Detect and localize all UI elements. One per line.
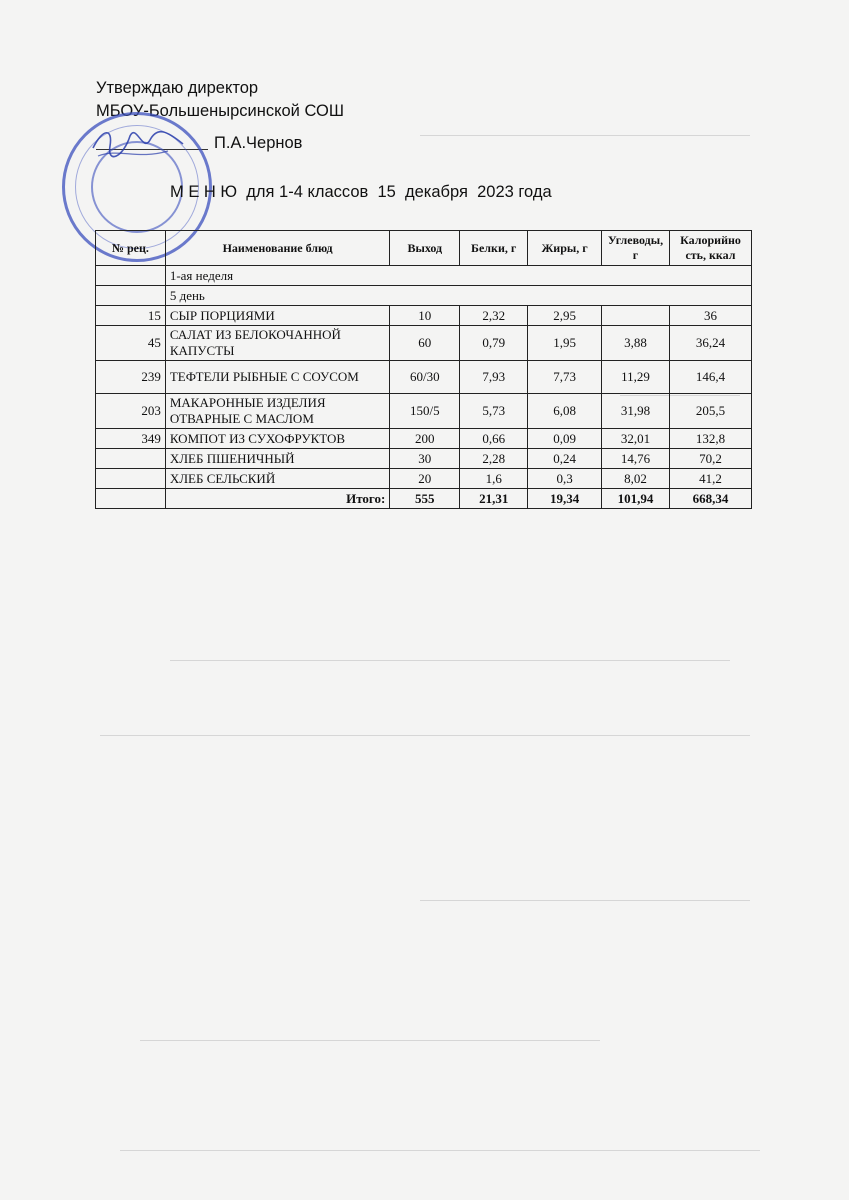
- column-header: Калорийно сть, ккал: [669, 231, 751, 266]
- recipe-number: 239: [96, 361, 166, 394]
- carb-value: [602, 306, 670, 326]
- total-carb: 101,94: [602, 489, 670, 509]
- fat-value: 7,73: [528, 361, 602, 394]
- total-output: 555: [390, 489, 460, 509]
- protein-value: 0,79: [460, 326, 528, 361]
- carb-value: 8,02: [602, 469, 670, 489]
- column-header: Наименование блюд: [165, 231, 390, 266]
- column-header: Жиры, г: [528, 231, 602, 266]
- protein-value: 2,32: [460, 306, 528, 326]
- table-row: [96, 306, 752, 326]
- portion-output: 60/30: [390, 361, 460, 394]
- table-row: [96, 449, 752, 469]
- fat-value: 0,09: [528, 429, 602, 449]
- dish-name: САЛАТ ИЗ БЕЛОКОЧАННОЙ КАПУСТЫ: [165, 326, 390, 361]
- protein-value: 2,28: [460, 449, 528, 469]
- column-header: Белки, г: [460, 231, 528, 266]
- menu-title: М Е Н Ю для 1-4 классов 15 декабря 2023 года: [170, 183, 552, 201]
- total-label: Итого:: [165, 489, 390, 509]
- fat-value: 1,95: [528, 326, 602, 361]
- dish-name: МАКАРОННЫЕ ИЗДЕЛИЯ ОТВАРНЫЕ С МАСЛОМ: [165, 394, 390, 429]
- recipe-number: [96, 449, 166, 469]
- week-label: 1-ая неделя: [165, 266, 751, 286]
- kcal-value: 36: [669, 306, 751, 326]
- school-name: МБОУ-Большенырсинской СОШ: [96, 102, 344, 120]
- table-header-row: [96, 231, 752, 266]
- recipe-number: 45: [96, 326, 166, 361]
- portion-output: 200: [390, 429, 460, 449]
- table-row: [96, 469, 752, 489]
- protein-value: 0,66: [460, 429, 528, 449]
- protein-value: 1,6: [460, 469, 528, 489]
- carb-value: 31,98: [602, 394, 670, 429]
- carb-value: 3,88: [602, 326, 670, 361]
- director-name: П.А.Чернов: [214, 134, 303, 152]
- dish-name: СЫР ПОРЦИЯМИ: [165, 306, 390, 326]
- total-row: [96, 489, 752, 509]
- carb-value: 14,76: [602, 449, 670, 469]
- recipe-number: 203: [96, 394, 166, 429]
- portion-output: 10: [390, 306, 460, 326]
- kcal-value: 70,2: [669, 449, 751, 469]
- director-signature: [88, 118, 188, 168]
- dish-name: КОМПОТ ИЗ СУХОФРУКТОВ: [165, 429, 390, 449]
- day-label: 5 день: [165, 286, 751, 306]
- dish-name: ТЕФТЕЛИ РЫБНЫЕ С СОУСОМ: [165, 361, 390, 394]
- table-row: [96, 361, 752, 394]
- table-row: [96, 394, 752, 429]
- total-protein: 21,31: [460, 489, 528, 509]
- fat-value: 0,24: [528, 449, 602, 469]
- kcal-value: 146,4: [669, 361, 751, 394]
- day-row: [96, 286, 752, 306]
- fat-value: 2,95: [528, 306, 602, 326]
- portion-output: 150/5: [390, 394, 460, 429]
- dish-name: ХЛЕБ СЕЛЬСКИЙ: [165, 469, 390, 489]
- menu-table: [95, 230, 752, 509]
- kcal-value: 132,8: [669, 429, 751, 449]
- portion-output: 30: [390, 449, 460, 469]
- approval-title: Утверждаю директор: [96, 79, 259, 97]
- dish-name: ХЛЕБ ПШЕНИЧНЫЙ: [165, 449, 390, 469]
- portion-output: 60: [390, 326, 460, 361]
- column-header: Углеводы, г: [602, 231, 670, 266]
- recipe-number: [96, 469, 166, 489]
- table-row: [96, 429, 752, 449]
- column-header: Выход: [390, 231, 460, 266]
- kcal-value: 205,5: [669, 394, 751, 429]
- recipe-number: 349: [96, 429, 166, 449]
- week-row: [96, 266, 752, 286]
- portion-output: 20: [390, 469, 460, 489]
- total-fat: 19,34: [528, 489, 602, 509]
- fat-value: 6,08: [528, 394, 602, 429]
- table-row: [96, 326, 752, 361]
- kcal-value: 41,2: [669, 469, 751, 489]
- protein-value: 5,73: [460, 394, 528, 429]
- carb-value: 11,29: [602, 361, 670, 394]
- recipe-number: 15: [96, 306, 166, 326]
- kcal-value: 36,24: [669, 326, 751, 361]
- carb-value: 32,01: [602, 429, 670, 449]
- column-header: № рец.: [96, 231, 166, 266]
- fat-value: 0,3: [528, 469, 602, 489]
- protein-value: 7,93: [460, 361, 528, 394]
- total-kcal: 668,34: [669, 489, 751, 509]
